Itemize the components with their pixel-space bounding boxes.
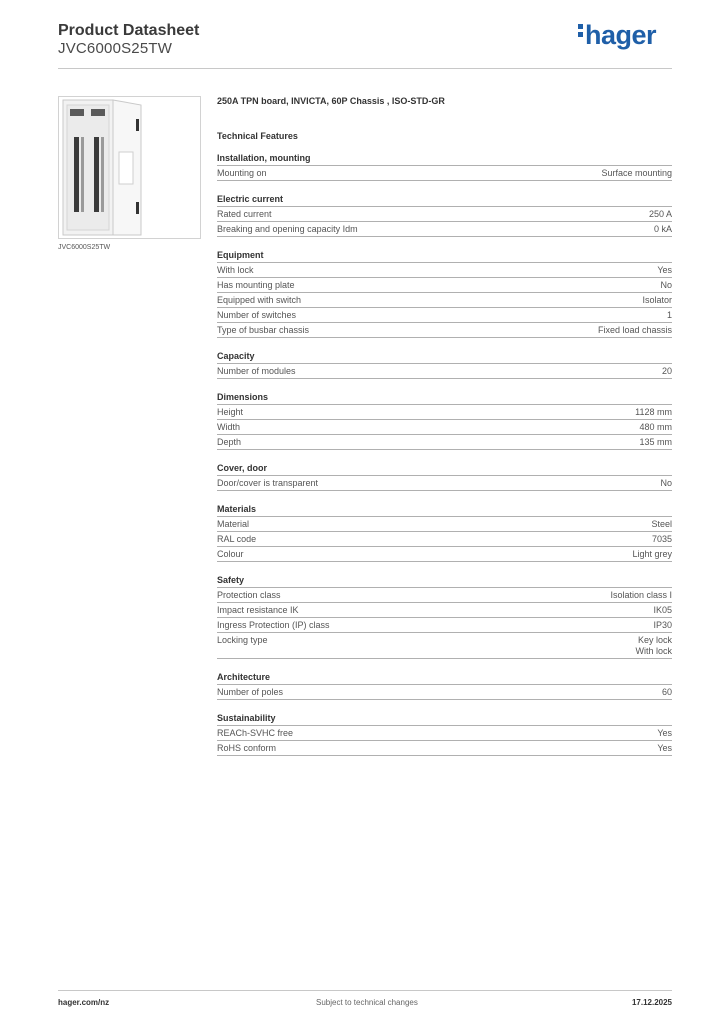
feature-value (642, 295, 672, 306)
feature-label: Number of modules (217, 366, 296, 376)
feature-value (601, 168, 672, 179)
section-title: Installation, mounting (217, 153, 672, 166)
feature-label: Material (217, 519, 250, 529)
feature-label: Mounting on (217, 168, 267, 178)
feature-row (217, 323, 672, 338)
logo-text: hager (584, 20, 656, 50)
feature-value-line: IP30 (653, 620, 672, 630)
feature-value (635, 407, 672, 418)
feature-value (657, 728, 672, 739)
product-image-caption: JVC6000S25TW (58, 244, 111, 251)
feature-value (657, 743, 672, 754)
product-code: JVC6000S25TW (58, 40, 173, 57)
feature-label: Colour (217, 549, 244, 559)
footer-divider (58, 990, 672, 991)
feature-section (217, 463, 672, 491)
feature-value (652, 534, 672, 545)
feature-label: Protection class (217, 590, 281, 600)
feature-value-line: 0 kA (653, 224, 672, 234)
feature-label: Impact resistance IK (217, 605, 299, 615)
footer-website-link[interactable]: hager.com/nz (58, 998, 110, 1007)
feature-value (653, 605, 672, 616)
feature-value-line: Yes (657, 728, 672, 738)
feature-row (217, 633, 672, 659)
feature-label: RoHS conform (217, 743, 277, 753)
feature-label: Number of poles (217, 687, 284, 697)
page-title: Product Datasheet (58, 22, 200, 39)
feature-label: Number of switches (217, 310, 297, 320)
feature-value-line: No (660, 280, 672, 290)
feature-value-line: No (660, 478, 672, 488)
feature-value-line: 250 A (648, 209, 672, 219)
feature-row (217, 420, 672, 435)
feature-value (649, 209, 672, 220)
feature-row (217, 726, 672, 741)
feature-row (217, 166, 672, 181)
feature-value-line: 135 mm (639, 437, 672, 447)
feature-value-line: Isolator (642, 295, 672, 305)
section-title: Capacity (217, 351, 672, 364)
feature-value (632, 549, 672, 560)
section-title: Electric current (217, 194, 672, 207)
feature-label: Door/cover is transparent (217, 478, 319, 488)
feature-value (610, 590, 672, 601)
feature-value (598, 325, 672, 336)
feature-value-line: 20 (661, 366, 672, 376)
feature-label: Has mounting plate (217, 280, 295, 290)
feature-row (217, 435, 672, 450)
feature-section (217, 713, 672, 756)
distribution-board-icon (59, 97, 200, 238)
feature-value (653, 620, 672, 631)
feature-label: Locking type (217, 635, 268, 645)
feature-section (217, 194, 672, 237)
section-title: Equipment (217, 250, 672, 263)
feature-value-line: 60 (661, 687, 672, 697)
feature-value-line: 1 (666, 310, 672, 320)
section-title: Architecture (217, 672, 672, 685)
feature-row (217, 278, 672, 293)
feature-value-line: Isolation class I (610, 590, 672, 600)
feature-value-line: Yes (657, 265, 672, 275)
feature-row (217, 532, 672, 547)
feature-value (639, 422, 672, 433)
feature-value (662, 366, 672, 377)
feature-section (217, 392, 672, 450)
feature-value (639, 437, 672, 448)
feature-value-line: Yes (657, 743, 672, 753)
feature-label: Equipped with switch (217, 295, 302, 305)
section-title: Sustainability (217, 713, 672, 726)
feature-value-line: 7035 (651, 534, 672, 544)
feature-value-line: IK05 (653, 605, 672, 615)
feature-row (217, 588, 672, 603)
feature-row (217, 476, 672, 491)
feature-value-line: 1128 mm (635, 407, 672, 417)
feature-label: With lock (217, 265, 254, 275)
feature-value (667, 310, 672, 321)
feature-row (217, 517, 672, 532)
feature-value-line: Key lock (637, 635, 672, 645)
feature-sections (217, 153, 672, 756)
feature-label: REACh-SVHC free (217, 728, 294, 738)
feature-row (217, 308, 672, 323)
feature-label: Depth (217, 437, 242, 447)
feature-value-line: With lock (635, 646, 672, 656)
feature-row (217, 741, 672, 756)
header-divider (58, 68, 672, 69)
footer-note: Subject to technical changes (316, 998, 418, 1007)
feature-label: Rated current (217, 209, 272, 219)
logo-dots-icon (578, 21, 583, 40)
feature-section (217, 575, 672, 659)
feature-row (217, 222, 672, 237)
feature-row (217, 364, 672, 379)
feature-row (217, 685, 672, 700)
section-title: Dimensions (217, 392, 672, 405)
feature-value (651, 519, 672, 530)
footer-date: 17.12.2025 (631, 998, 672, 1007)
feature-section (217, 153, 672, 181)
page-header (58, 20, 672, 70)
feature-label: RAL code (217, 534, 257, 544)
feature-row (217, 207, 672, 222)
section-title: Safety (217, 575, 672, 588)
feature-section (217, 504, 672, 562)
feature-section (217, 250, 672, 338)
technical-content (217, 94, 672, 756)
feature-label: Ingress Protection (IP) class (217, 620, 330, 630)
feature-value (657, 265, 672, 276)
feature-value-line: Surface mounting (601, 168, 672, 178)
feature-label: Breaking and opening capacity Idm (217, 224, 358, 234)
feature-row (217, 618, 672, 633)
feature-value (660, 280, 672, 291)
feature-section (217, 672, 672, 700)
feature-row (217, 547, 672, 562)
technical-features-heading: Technical Features (217, 131, 298, 141)
feature-row (217, 603, 672, 618)
feature-row (217, 405, 672, 420)
feature-value (660, 478, 672, 489)
feature-value (662, 687, 672, 698)
feature-value-line: Fixed load chassis (597, 325, 672, 335)
feature-row (217, 293, 672, 308)
feature-value (654, 224, 672, 235)
hager-logo (578, 20, 656, 51)
feature-row (217, 263, 672, 278)
feature-label: Height (217, 407, 244, 417)
section-title: Cover, door (217, 463, 672, 476)
feature-label: Width (217, 422, 241, 432)
product-name: 250A TPN board, INVICTA, 60P Chassis , ISO-STD-GR (217, 96, 445, 106)
feature-value-line: 480 mm (639, 422, 672, 432)
feature-section (217, 351, 672, 379)
feature-label: Type of busbar chassis (217, 325, 310, 335)
product-image (58, 96, 201, 239)
feature-value-line: Light grey (632, 549, 672, 559)
section-title: Materials (217, 504, 672, 517)
feature-value-line: Steel (651, 519, 672, 529)
feature-value (635, 635, 672, 657)
